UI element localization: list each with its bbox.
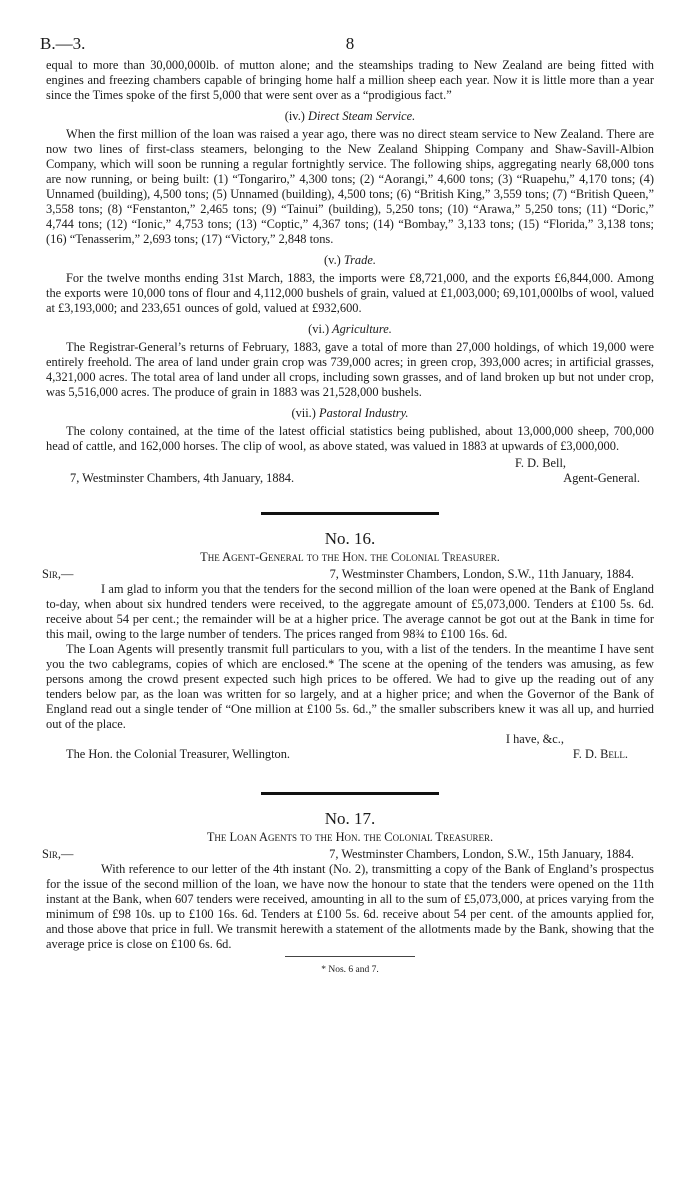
signature-line-2 — [46, 471, 654, 486]
date-address: 7, Westminster Chambers, London, S.W., 11th January, 1884. — [329, 567, 634, 581]
letter-16-from-to: The Agent-General to the Hon. the Colonial Treasurer. — [200, 550, 500, 564]
section-title: Agriculture. — [332, 322, 392, 336]
intro-paragraph: equal to more than 30,000,000lb. of mutton alone; and the steamships trading to New Zealand are being fitted with engines and freezing chambers capable of bringing home half a million sheep each year. Now it is little more than a year since the Times spoke of the first 5,000 that were sent over as a “prodigious fact.” — [46, 58, 654, 102]
section-title: Direct Steam Service. — [308, 109, 416, 123]
salutation: Sir,— — [42, 847, 74, 861]
letter-number-17: No. 17. — [324, 809, 376, 828]
signatory-title: Agent-General. — [563, 471, 640, 485]
salutation: Sir,— — [42, 567, 74, 581]
section-heading-vii — [46, 406, 654, 421]
letter-17-from-to: The Loan Agents to the Hon. the Colonial Treasurer. — [206, 830, 494, 844]
footnote: * Nos. 6 and 7. — [321, 965, 379, 975]
letter-place-date: 7, Westminster Chambers, 4th January, 1884. — [70, 471, 295, 485]
section-heading-vi — [46, 322, 654, 337]
section-number: (v.) — [324, 253, 341, 267]
recipient: The Hon. the Colonial Treasurer, Wellington. — [66, 747, 291, 761]
letter-16-paragraph-2: The Loan Agents will presently transmit full particulars to you, with a list of the tenders. In the meantime I have sent you the two cablegrams, copies of which are enclosed.* The scene at the opening of the tenders was amusing, as few persons among the crowd present expected such high prices to be offered. We had to give up the reading out of any tenders below par, as the loan was written for so largely, and at a higher price; and when the Governor of the Bank of England read out a single tender of “One million at £100 5s. 6d.,” the smaller subscribers knew it was all up, and hurried out of the place. — [46, 642, 654, 731]
section-number: (vi.) — [308, 322, 330, 336]
section-number: (vii.) — [291, 406, 316, 420]
footnote-divider — [285, 956, 415, 957]
signature-line-1 — [46, 456, 654, 471]
letter-16-signoff — [46, 747, 654, 762]
page-number: 8 — [345, 34, 355, 53]
section-heading-v — [46, 253, 654, 268]
section-title: Trade. — [343, 253, 376, 267]
letter-17-dateline — [42, 847, 654, 862]
letter-16-dateline — [42, 567, 654, 582]
section-text-vii: The colony contained, at the time of the latest official statistics being published, about 13,000,000 sheep, 700,000 head of cattle, and 162,000 horses. The clip of wool, as above stated, was valued in 1883 at upwards of £3,000,000. — [46, 424, 654, 453]
section-title: Pastoral Industry. — [319, 406, 409, 420]
letter-16-closing — [46, 732, 654, 747]
section-text-vi: The Registrar-General’s returns of February, 1883, gave a total of more than 27,000 holdings, of which 19,000 were entirely freehold. The area of land under grain crop was 739,000 acres; in green crop, 393,000 acres; in artificial grasses, 4,321,000 acres. The total area of land under all crops, including sown grasses, and of land broken up but not under crop, was 5,516,000 acres. The produce of grain in 1883 was 21,528,000 bushels. — [46, 340, 654, 399]
letter-17-paragraph-1: With reference to our letter of the 4th instant (No. 2), transmitting a copy of the Bank of England’s prospectus for the issue of the second million of the loan, we have now the honour to state that the tenders were opened on the 11th instant at the Bank, when 607 tenders were received, amounting in all to the sum of £5,073,000, at prices varying from the minimum of £98 10s. up to £100 16s. 6d. Tenders at £100 5s. 6d. receive about 54 per cent. of the amounts applied for, and those above that price in full. We transmit herewith a statement of the allotments made by the Bank, showing that the average price is close on £100 6s. 6d. — [46, 862, 654, 951]
section-divider — [261, 792, 439, 795]
document-reference: B.—3. — [40, 34, 86, 53]
letter-number-16: No. 16. — [324, 529, 376, 548]
signatory-name: F. D. Bell, — [515, 456, 566, 470]
date-address: 7, Westminster Chambers, London, S.W., 15th January, 1884. — [329, 847, 634, 861]
page-header — [40, 34, 654, 58]
section-text-v: For the twelve months ending 31st March, 1883, the imports were £8,721,000, and the exports £6,844,000. Among the exports were 10,000 tons of flour and 4,112,000 bushels of grain, valued at £1,003,000; 69,101,000lbs of wool, valued at £3,193,000; and 233,651 ounces of gold, valued at £932,600. — [46, 271, 654, 315]
section-number: (iv.) — [284, 109, 305, 123]
section-divider — [261, 512, 439, 515]
letter-16-paragraph-1: I am glad to inform you that the tenders for the second million of the loan were opened at the Bank of England to-day, when about six hundred tenders were received, to the aggregate amount of £5,073,000. Tenders at £100 5s. 6d. receive about 54 per cent.; the remainder will be at a higher price. The average cannot be got out at the Bank in time for this mail, owing to the large number of tenders. The prices ranged from 98¾ to £100 16s. 6d. — [46, 582, 654, 641]
section-heading-iv — [46, 109, 654, 124]
section-text-iv: When the first million of the loan was raised a year ago, there was no direct steam service to New Zealand. There are now two lines of first-class steamers, belonging to the New Zealand Shipping Company and Shaw-Savill-Albion Company, which will soon be running a regular fortnightly service. The following ships, aggregating nearly 68,000 tons are now running, or being built: (1) “Tongariro,” 4,300 tons; (2) “Aorangi,” 4,600 tons; (3) “Ruapehu,” 4,170 tons; (4) Unnamed (building), 4,500 tons; (5) Unnamed (building), 4,500 tons; (6) “British King,” 3,559 tons; (7) “British Queen,” 3,558 tons; (8) “Fenstanton,” 2,465 tons; (9) “Tainui” (building), 5,250 tons; (10) “Arawa,” 5,250 tons; (11) “Doric,” 4,744 tons; (12) “Ionic,” 4,753 tons; (13) “Coptic,” 4,367 tons; (14) “Bombay,” 3,133 tons; (15) “Florida,” 3,138 tons; (16) “Tenasserim,” 2,693 tons; (17) “Victory,” 2,848 tons. — [46, 127, 654, 246]
signature: F. D. Bell. — [572, 747, 628, 761]
closing-phrase: I have, &c., — [505, 732, 564, 746]
